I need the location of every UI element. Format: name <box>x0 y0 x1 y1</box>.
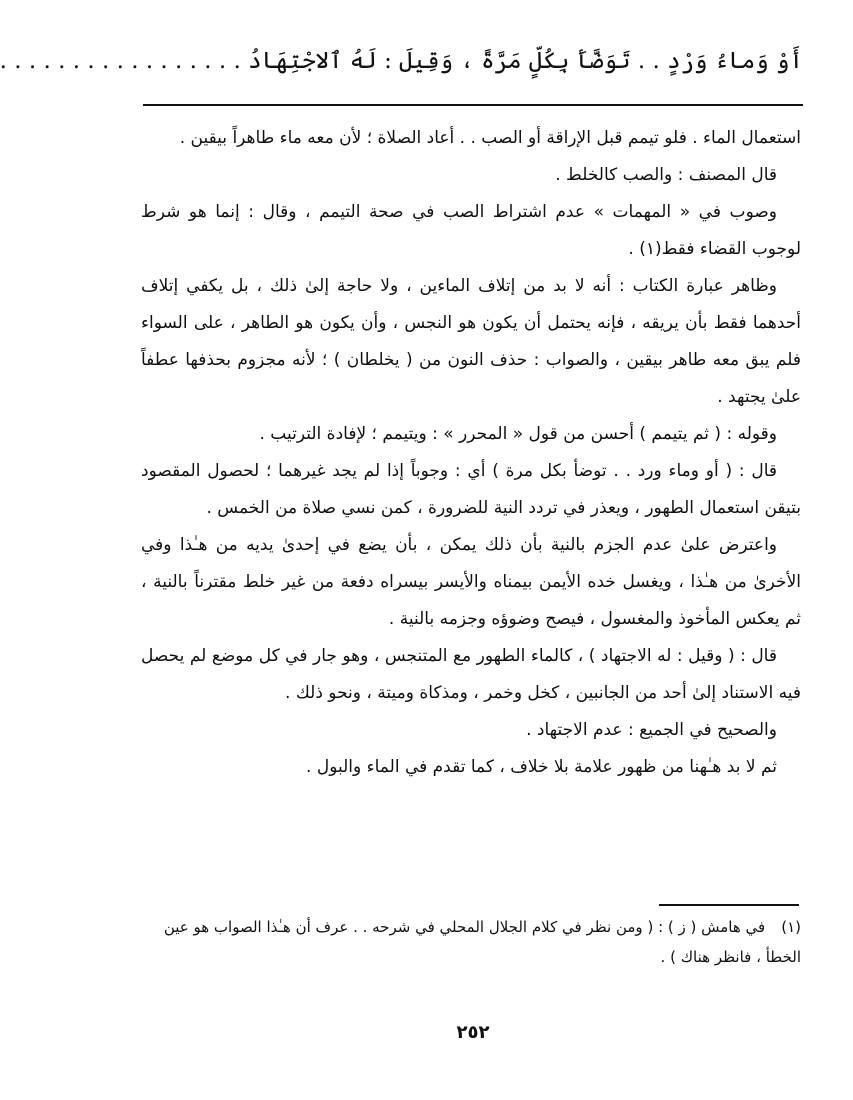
footnote-number: (١) <box>781 918 801 936</box>
running-header: أَوْ وَماءُ وَرْدٍ . . تَوَضَّأَ بِكُلٍّ مَرَّةً ، وَقِيلَ : لَهُ ٱلاجْتِهَادُ . . . . . . . . . . . . . . . . . <box>0 48 803 74</box>
paragraph: وظاهر عبارة الكتاب : أنه لا بد من إتلاف الماءين ، ولا حاجة إلىٰ ذلك ، بل يكفي إتلاف أحدهما فقط بأن يريقه ، فإنه يحتمل أن يكون هو النجس ، وأن يكون هو الطاهر ، على السواء فلم يبق معه طاهر بيقين ، والصواب : حذف النون من ( يخلطان ) ؛ لأنه مجزوم بحذفها عطفاً علىٰ يجتهد . <box>141 276 801 407</box>
paragraph: قال : ( وقيل : له الاجتهاد ) ، كالماء الطهور مع المتنجس ، وهو جار في كل موضع لم يحصل فيه الاستناد إلىٰ أحد من الجانبين ، كخل وخمر ، ومذكاة وميتة ، ونحو ذلك . <box>141 646 801 703</box>
footnote-text: في هامش ( ز ) : ( ومن نظر في كلام الجلال المحلي في شرحه . . عرف أن هـٰذا الصواب هو عين الخطأ ، فانظر هناك ) . <box>163 918 801 966</box>
paragraph: ثم لا بد هـٰهنا من ظهور علامة بلا خلاف ، كما تقدم في الماء والبول . <box>306 757 777 777</box>
paragraph: استعمال الماء . فلو تيمم قبل الإراقة أو الصب . . أعاد الصلاة ؛ لأن معه ماء طاهراً بيقين . <box>179 128 801 148</box>
paragraph: قال المصنف : والصب كالخلط . <box>555 165 777 185</box>
paragraph: وقوله : ( ثم يتيمم ) أحسن من قول « المحرر » : ويتيمم ؛ لإفادة الترتيب . <box>259 424 777 444</box>
paragraph: وصوب في « المهمات » عدم اشتراط الصب في صحة التيمم ، وقال : إنما هو شرط لوجوب القضاء فقط(١) . <box>141 202 801 259</box>
main-text <box>141 120 801 786</box>
paragraph: واعترض علىٰ عدم الجزم بالنية بأن ذلك يمكن ، بأن يضع في إحدىٰ يديه من هـٰذا وفي الأخرىٰ من هـٰذا ، ويغسل خده الأيمن بيمناه والأيسر بيسراه دفعة من غير خلط مقترناً بالنية ، ثم يعكس المأخوذ والمغسول ، فيصح وضوؤه وجزمه بالنية . <box>141 535 801 629</box>
footnote-divider <box>659 904 799 906</box>
paragraph: والصحيح في الجميع : عدم الاجتهاد . <box>526 720 777 740</box>
header-divider <box>143 104 803 106</box>
footnote <box>141 912 801 972</box>
paragraph: قال : ( أو وماء ورد . . توضأ بكل مرة ) أي : وجوباً إذا لم يجد غيرهما ؛ لحصول المقصود بتيقن استعمال الطهور ، ويعذر في تردد النية للضرورة ، كمن نسي صلاة من الخمس . <box>141 461 801 518</box>
page-number: ٢٥٢ <box>456 1022 490 1043</box>
